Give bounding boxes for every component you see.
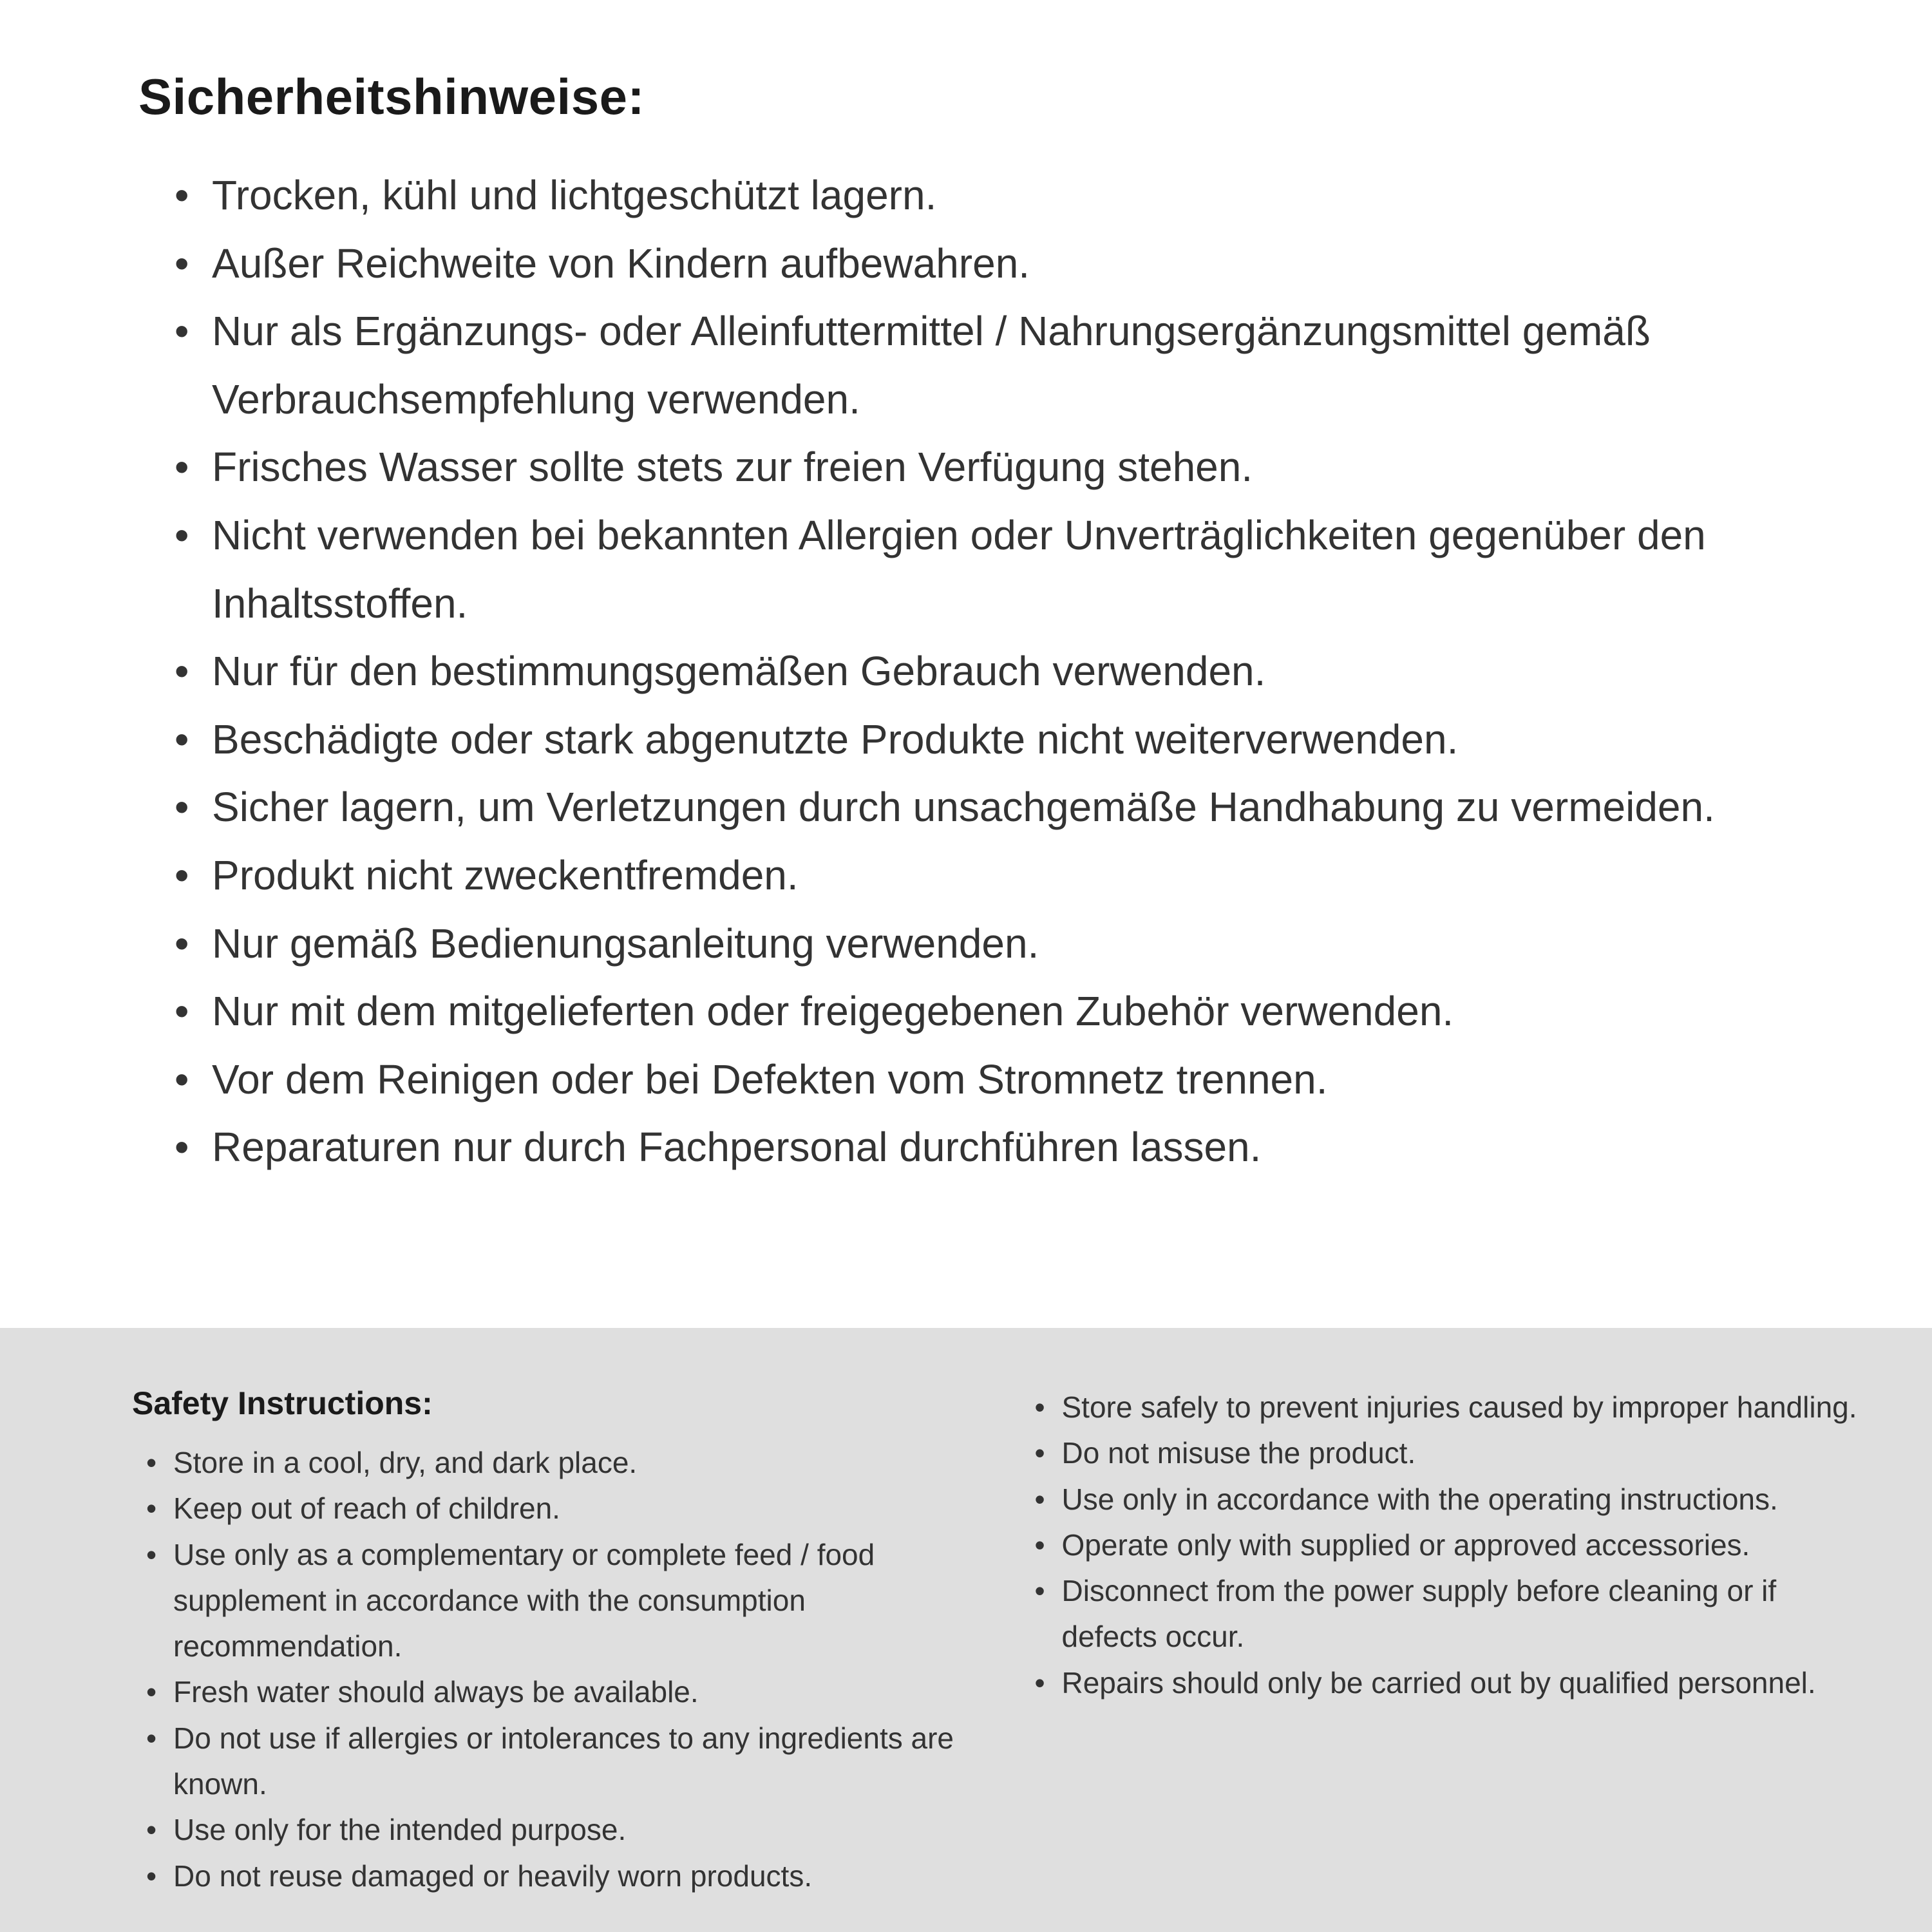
german-list-item: • Nicht verwenden bei bekannten Allergien oder Unverträglichkeiten gegenüber den Inhaltsstoffen.	[171, 502, 1832, 638]
english-list-item: • Use only in accordance with the operating instructions.	[1032, 1477, 1862, 1522]
german-list-item: • Sicher lagern, um Verletzungen durch unsachgemäße Handhabung zu vermeiden.	[171, 773, 1832, 842]
german-list-item: • Nur gemäß Bedienungsanleitung verwenden.	[171, 910, 1832, 978]
german-list-item: • Produkt nicht zweckentfremden.	[171, 842, 1832, 910]
english-list-item: • Operate only with supplied or approved accessories.	[1032, 1522, 1862, 1568]
english-list-item: • Use only as a complementary or complete feed / food supplement in accordance with the consumption recommendation.	[144, 1532, 961, 1670]
english-list-item: • Do not use if allergies or intolerances to any ingredients are known.	[144, 1716, 961, 1808]
german-list-item: • Nur als Ergänzungs- oder Alleinfuttermittel / Nahrungsergänzungsmittel gemäß Verbrauchsempfehlung verwenden.	[171, 298, 1832, 433]
english-list-item: • Fresh water should always be available.	[144, 1669, 961, 1715]
english-list-item: • Do not misuse the product.	[1032, 1430, 1862, 1476]
english-section-title: Safety Instructions:	[132, 1385, 433, 1421]
german-list-item: • Nur mit dem mitgelieferten oder freigegebenen Zubehör verwenden.	[171, 978, 1832, 1046]
english-left-column	[132, 1385, 961, 1932]
german-list-item: • Vor dem Reinigen oder bei Defekten vom Stromnetz trennen.	[171, 1046, 1832, 1114]
english-list-item: • Store safely to prevent injuries caused by improper handling.	[1032, 1385, 1862, 1430]
german-list-item: • Frisches Wasser sollte stets zur freien Verfügung stehen.	[171, 433, 1832, 502]
english-list-item: • Repairs should only be carried out by qualified personnel.	[1032, 1660, 1862, 1706]
english-left-list	[132, 1440, 961, 1899]
german-instructions-list	[138, 162, 1839, 1182]
english-right-column	[1032, 1385, 1862, 1932]
german-section-title: Sicherheitshinweise:	[138, 68, 645, 125]
german-list-item: • Reparaturen nur durch Fachpersonal durchführen lassen.	[171, 1113, 1832, 1182]
english-list-item: • Disconnect from the power supply before cleaning or if defects occur.	[1032, 1568, 1862, 1660]
german-list-item: • Beschädigte oder stark abgenutzte Produkte nicht weiterverwenden.	[171, 706, 1832, 774]
german-list-item: • Außer Reichweite von Kindern aufbewahren.	[171, 230, 1832, 298]
english-list-item: • Do not reuse damaged or heavily worn products.	[144, 1853, 961, 1899]
english-section	[0, 1328, 1932, 1932]
english-list-item: • Store in a cool, dry, and dark place.	[144, 1440, 961, 1486]
english-right-list	[1032, 1385, 1862, 1706]
german-list-item: • Nur für den bestimmungsgemäßen Gebrauch verwenden.	[171, 638, 1832, 706]
english-list-item: • Keep out of reach of children.	[144, 1486, 961, 1531]
english-list-item: • Use only for the intended purpose.	[144, 1807, 961, 1853]
german-list-item: • Trocken, kühl und lichtgeschützt lagern.	[171, 162, 1832, 230]
